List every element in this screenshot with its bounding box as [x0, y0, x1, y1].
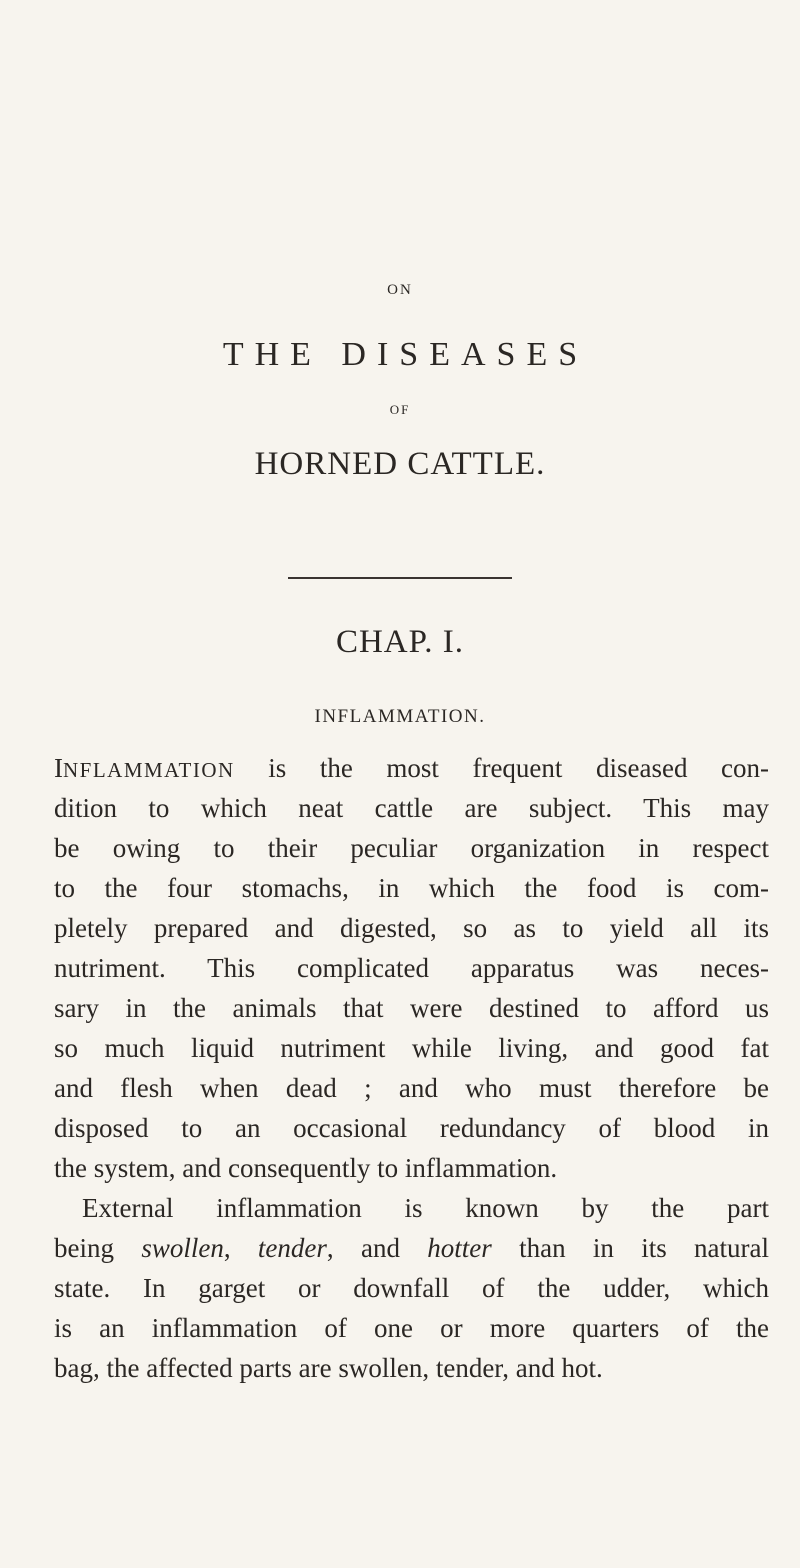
- paragraph-2-line-5: bag, the affected parts are swollen, tender, and hot.: [54, 1353, 603, 1383]
- paragraph-1-line-7: sary in the animals that were destined to afford us: [54, 993, 769, 1023]
- paragraph-2-line-4: is an inflammation of one or more quarters of the: [54, 1313, 769, 1343]
- paragraph-1-line-6: nutriment. This complicated apparatus was neces-: [54, 953, 769, 983]
- paragraph-1-line-5: pletely prepared and digested, so as to yield all its: [54, 913, 769, 943]
- smallcaps-word: NFLAMMATION: [63, 758, 235, 782]
- text-run: than in its natural: [491, 1233, 769, 1263]
- text-run: , and: [326, 1233, 428, 1263]
- paragraph-1-line-4: to the four stomachs, in which the food is com-: [54, 873, 769, 903]
- paragraph-2-line-3: state. In garget or downfall of the udder, which: [54, 1273, 769, 1303]
- paragraph-1-line-11: the system, and consequently to inflammation.: [54, 1153, 558, 1183]
- body-text: [54, 748, 769, 1388]
- title-main: THE DISEASES: [222, 336, 589, 373]
- text-run: ,: [223, 1233, 258, 1263]
- chapter-number: CHAP. I.: [335, 624, 465, 660]
- text-run: being: [54, 1233, 142, 1263]
- paragraph-2-line-1: External inflammation is known by the part: [82, 1193, 769, 1223]
- paragraph-1-line-3: be owing to their peculiar organization in respect: [54, 833, 769, 863]
- chapter-title: INFLAMMATION.: [314, 706, 486, 727]
- title-divider: [288, 577, 512, 579]
- paragraph-1-line-8: so much liquid nutriment while living, and good fat: [54, 1033, 769, 1063]
- title-on: ON: [387, 282, 413, 298]
- italic-swollen: swollen: [141, 1233, 224, 1263]
- italic-tender: tender: [257, 1233, 327, 1263]
- paragraph-1-line-1: [54, 748, 769, 788]
- italic-hotter: hotter: [427, 1233, 492, 1263]
- paragraph-1-line-2: dition to which neat cattle are subject. This may: [54, 793, 769, 823]
- paragraph-1-line-9: and flesh when dead ; and who must therefore be: [54, 1073, 769, 1103]
- drop-letter: I: [54, 753, 63, 783]
- title-subject: HORNED CATTLE.: [254, 446, 546, 482]
- line-rest: is the most frequent diseased con-: [234, 753, 769, 783]
- title-of: OF: [389, 402, 411, 417]
- paragraph-1-line-10: disposed to an occasional redundancy of blood in: [54, 1113, 769, 1143]
- paragraph-2-line-2: [54, 1228, 769, 1268]
